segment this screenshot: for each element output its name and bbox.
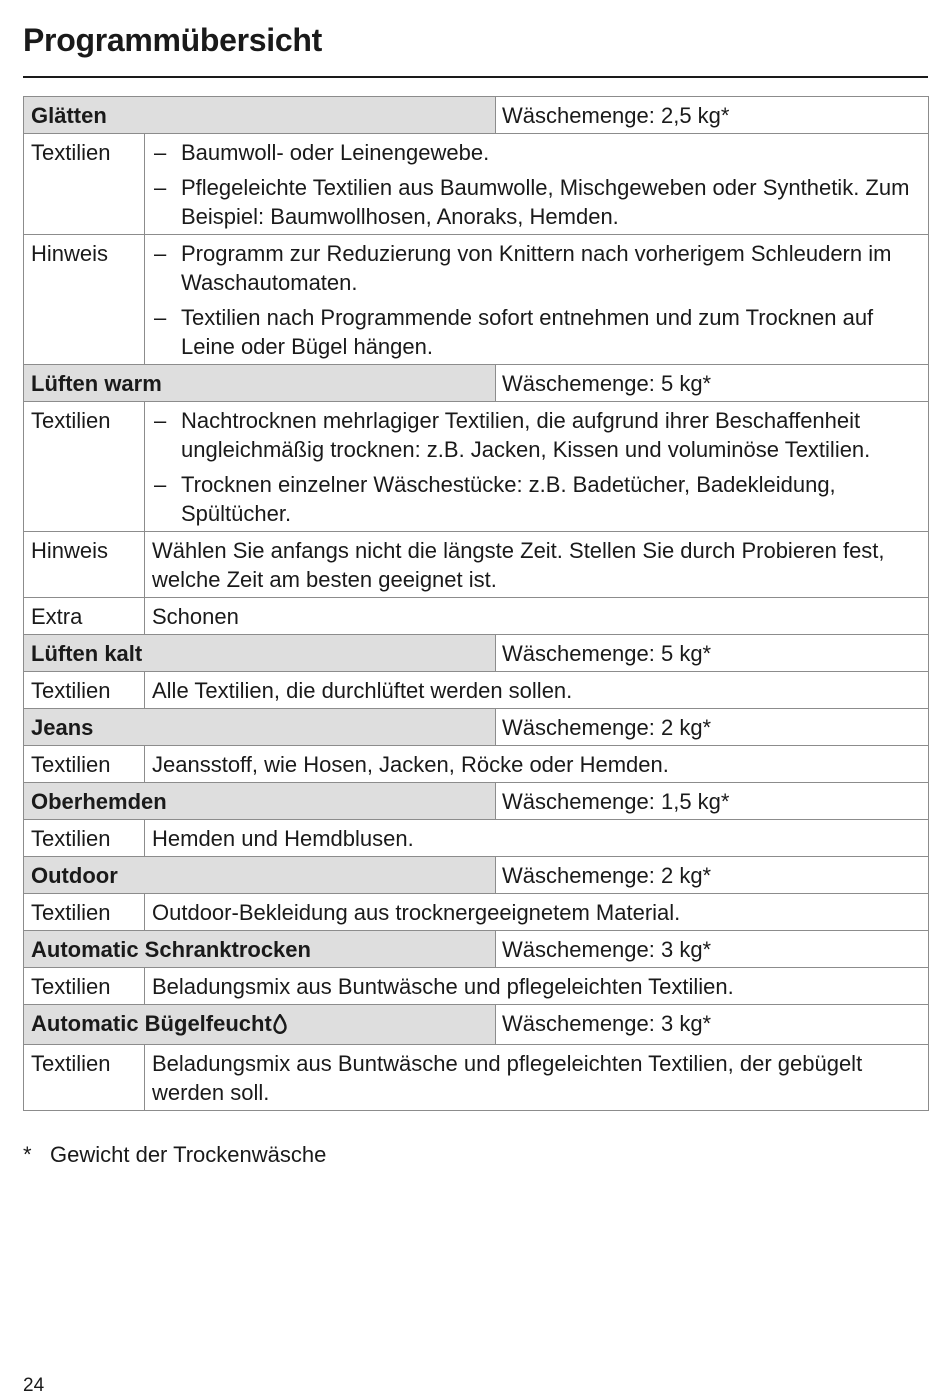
dash-bullet: –: [154, 175, 167, 200]
program-name: Automatic Schranktrocken: [24, 931, 496, 968]
program-name: Jeans: [24, 709, 496, 746]
program-row: [24, 1045, 929, 1111]
row-content: Wählen Sie anfangs nicht die längste Zeit. Stellen Sie durch Probieren fest, welche Zeit am besten geeignet ist.: [145, 532, 929, 598]
program-header-schranktrocken: [24, 931, 929, 968]
program-row: [24, 598, 929, 635]
row-content: [145, 134, 929, 235]
list-item: [152, 173, 922, 231]
load-capacity: Wäschemenge: 2 kg*: [496, 709, 929, 746]
program-row: [24, 134, 929, 235]
dash-list: [152, 239, 922, 361]
list-item: [152, 303, 922, 361]
footnote-text: Gewicht der Trockenwäsche: [50, 1142, 327, 1167]
program-name: Lüften kalt: [24, 635, 496, 672]
program-row: [24, 820, 929, 857]
list-item-text: Trocknen einzelner Wäschestücke: z.B. Badetücher, Badekleidung, Spültücher.: [181, 472, 836, 526]
list-item-text: Nachtrocknen mehrlagiger Textilien, die aufgrund ihrer Beschaffenheit ungleichmäßig trocknen: z.B. Jacken, Kissen und voluminöse Textilien.: [181, 408, 871, 462]
ironing-droplet-icon: [273, 1012, 287, 1041]
load-capacity: Wäschemenge: 2,5 kg*: [496, 97, 929, 134]
program-row: [24, 532, 929, 598]
load-capacity: Wäschemenge: 5 kg*: [496, 635, 929, 672]
load-capacity: Wäschemenge: 5 kg*: [496, 365, 929, 402]
program-row: [24, 235, 929, 365]
row-label: Textilien: [24, 968, 145, 1005]
row-label: Textilien: [24, 820, 145, 857]
program-header-lueften-warm: [24, 365, 929, 402]
program-table: [23, 96, 929, 1111]
program-row: [24, 746, 929, 783]
page-title: Programmübersicht: [23, 22, 322, 58]
program-header-jeans: [24, 709, 929, 746]
dash-bullet: –: [154, 305, 167, 330]
load-capacity: Wäschemenge: 1,5 kg*: [496, 783, 929, 820]
load-capacity: Wäschemenge: 3 kg*: [496, 1005, 929, 1045]
list-item: [152, 239, 922, 297]
program-row: [24, 672, 929, 709]
dash-bullet: –: [154, 241, 167, 266]
dash-list: [152, 138, 922, 231]
program-header-buegelfeucht: [24, 1005, 929, 1045]
row-label: Textilien: [24, 672, 145, 709]
row-content: Alle Textilien, die durchlüftet werden sollen.: [145, 672, 929, 709]
program-name: Glätten: [24, 97, 496, 134]
row-content: Jeansstoff, wie Hosen, Jacken, Röcke oder Hemden.: [145, 746, 929, 783]
row-label: Hinweis: [24, 532, 145, 598]
dash-bullet: –: [154, 472, 167, 497]
row-label: Textilien: [24, 894, 145, 931]
row-content: [145, 402, 929, 532]
program-row: [24, 894, 929, 931]
program-row: [24, 402, 929, 532]
page-number: 24: [23, 1375, 45, 1396]
dash-list: [152, 406, 922, 528]
row-label: Textilien: [24, 1045, 145, 1111]
list-item-text: Baumwoll- oder Leinengewebe.: [181, 140, 490, 165]
row-content: Outdoor-Bekleidung aus trocknergeeignetem Material.: [145, 894, 929, 931]
dash-bullet: –: [154, 140, 167, 165]
list-item: [152, 138, 922, 167]
title-divider: [23, 76, 928, 78]
load-capacity: Wäschemenge: 2 kg*: [496, 857, 929, 894]
row-content: [145, 235, 929, 365]
program-header-oberhemden: [24, 783, 929, 820]
dash-bullet: –: [154, 408, 167, 433]
row-label: Textilien: [24, 402, 145, 532]
list-item: [152, 406, 922, 464]
program-name: Lüften warm: [24, 365, 496, 402]
list-item-text: Textilien nach Programmende sofort entnehmen und zum Trocknen auf Leine oder Bügel hängen.: [181, 305, 874, 359]
row-content: Beladungsmix aus Buntwäsche und pflegeleichten Textilien, der gebügelt werden soll.: [145, 1045, 929, 1111]
program-row: [24, 968, 929, 1005]
load-capacity: Wäschemenge: 3 kg*: [496, 931, 929, 968]
list-item: [152, 470, 922, 528]
row-content: Schonen: [145, 598, 929, 635]
list-item-text: Programm zur Reduzierung von Knittern nach vorherigem Schleudern im Waschautomaten.: [181, 241, 892, 295]
program-header-outdoor: [24, 857, 929, 894]
footnote-marker: *: [23, 1142, 32, 1167]
footnote: [23, 1142, 326, 1168]
row-label: Textilien: [24, 134, 145, 235]
program-header-lueften-kalt: [24, 635, 929, 672]
row-label: Textilien: [24, 746, 145, 783]
row-content: Hemden und Hemdblusen.: [145, 820, 929, 857]
program-name: Automatic Bügelfeucht: [31, 1011, 272, 1036]
row-label: Extra: [24, 598, 145, 635]
program-header-glaetten: [24, 97, 929, 134]
program-name-cell: [24, 1005, 496, 1045]
row-label: Hinweis: [24, 235, 145, 365]
list-item-text: Pflegeleichte Textilien aus Baumwolle, Mischgeweben oder Synthetik. Zum Beispiel: Baumwollhosen, Anoraks, Hemden.: [181, 175, 910, 229]
program-name: Outdoor: [24, 857, 496, 894]
program-name: Oberhemden: [24, 783, 496, 820]
row-content: Beladungsmix aus Buntwäsche und pflegeleichten Textilien.: [145, 968, 929, 1005]
